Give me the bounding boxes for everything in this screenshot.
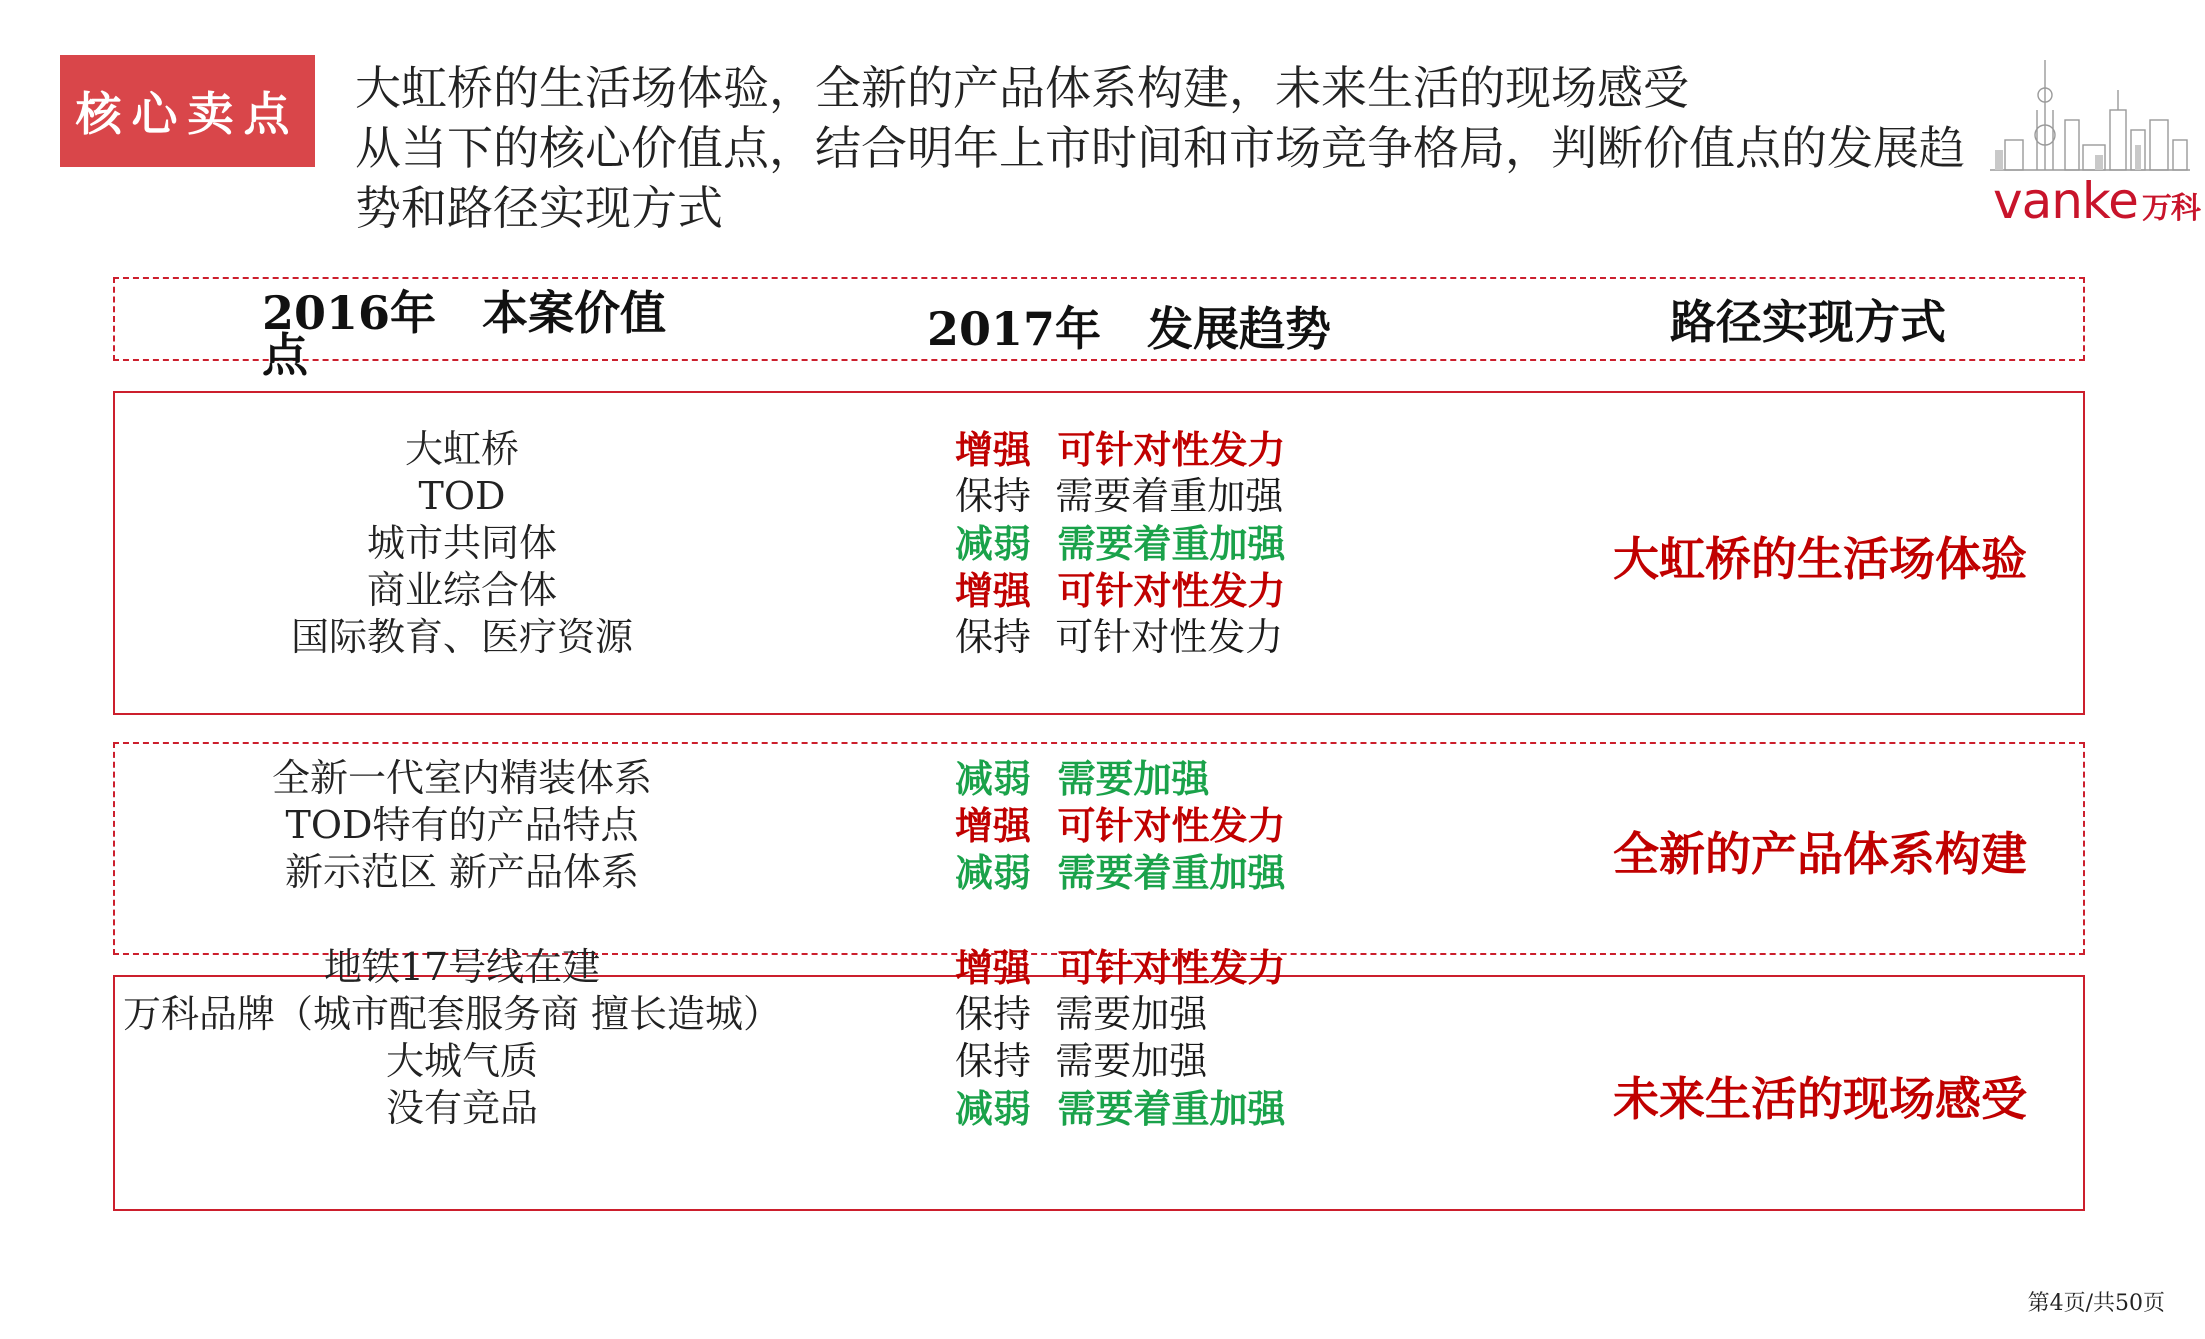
value-item: 没有竞品 (385, 1086, 538, 1130)
value-item: 国际教育、医疗资源 (290, 615, 633, 659)
value-item: 地铁17号线在建 (323, 945, 601, 989)
value-item: 大虹桥 (404, 427, 519, 471)
header-col-trend: 2017年 发展趋势 (927, 302, 1332, 356)
trend-row: 保持 需要加强 (955, 992, 1208, 1036)
logo-brand-cn: 万科 (2141, 191, 2200, 226)
group-2-route: 全新的产品体系构建 (1613, 827, 2027, 881)
vanke-logo-text (1993, 172, 2200, 230)
header-col-route: 路径实现方式 (1670, 295, 1946, 349)
group-2-trends (955, 755, 1286, 896)
trend-row: 增强 可针对性发力 (955, 568, 1286, 613)
group-1-route: 大虹桥的生活场体验 (1613, 532, 2027, 586)
group-1-trends (955, 426, 1286, 661)
value-item: 商业综合体 (366, 568, 557, 612)
group-3-values (122, 944, 782, 1132)
headline-line-3: 势和路径实现方式 (355, 181, 723, 235)
value-item: TOD特有的产品特点 (285, 803, 639, 847)
logo-brand: vanke (1993, 172, 2138, 230)
trend-row: 减弱 需要加强 (955, 756, 1210, 801)
headline-line-1: 大虹桥的生活场体验，全新的产品体系构建，未来生活的现场感受 (355, 61, 1689, 115)
group-3-trends (955, 944, 1286, 1132)
trend-row: 保持 需要加强 (955, 1039, 1208, 1083)
value-item: 新示范区 新产品体系 (284, 850, 640, 894)
trend-row: 保持 需要着重加强 (955, 474, 1284, 518)
trend-row: 减弱 需要着重加强 (955, 1086, 1286, 1131)
value-item: 万科品牌（城市配套服务商 擅长造城） (122, 992, 782, 1036)
header-col-value: 2016年 本案价值 点 (262, 286, 667, 382)
value-item: 城市共同体 (366, 521, 557, 565)
section-badge: 核心卖点 (60, 55, 315, 167)
trend-row: 增强 可针对性发力 (955, 945, 1286, 990)
trend-row: 减弱 需要着重加强 (955, 850, 1286, 895)
trend-row: 减弱 需要着重加强 (955, 521, 1286, 566)
page-number: 第4页/共50页 (2027, 1291, 2165, 1316)
value-item: 全新一代室内精装体系 (271, 756, 652, 800)
value-item: TOD (418, 474, 506, 518)
headline (355, 58, 2125, 238)
group-2-values (142, 755, 782, 896)
group-1-values (142, 426, 782, 661)
headline-line-2: 从当下的核心价值点，结合明年上市时间和市场竞争格局，判断价值点的发展趋 (355, 121, 1965, 175)
trend-row: 增强 可针对性发力 (955, 803, 1286, 848)
trend-row: 增强 可针对性发力 (955, 427, 1286, 472)
value-item: 大城气质 (385, 1039, 538, 1083)
trend-row: 保持 可针对性发力 (955, 615, 1284, 659)
group-3-route: 未来生活的现场感受 (1613, 1072, 2027, 1126)
